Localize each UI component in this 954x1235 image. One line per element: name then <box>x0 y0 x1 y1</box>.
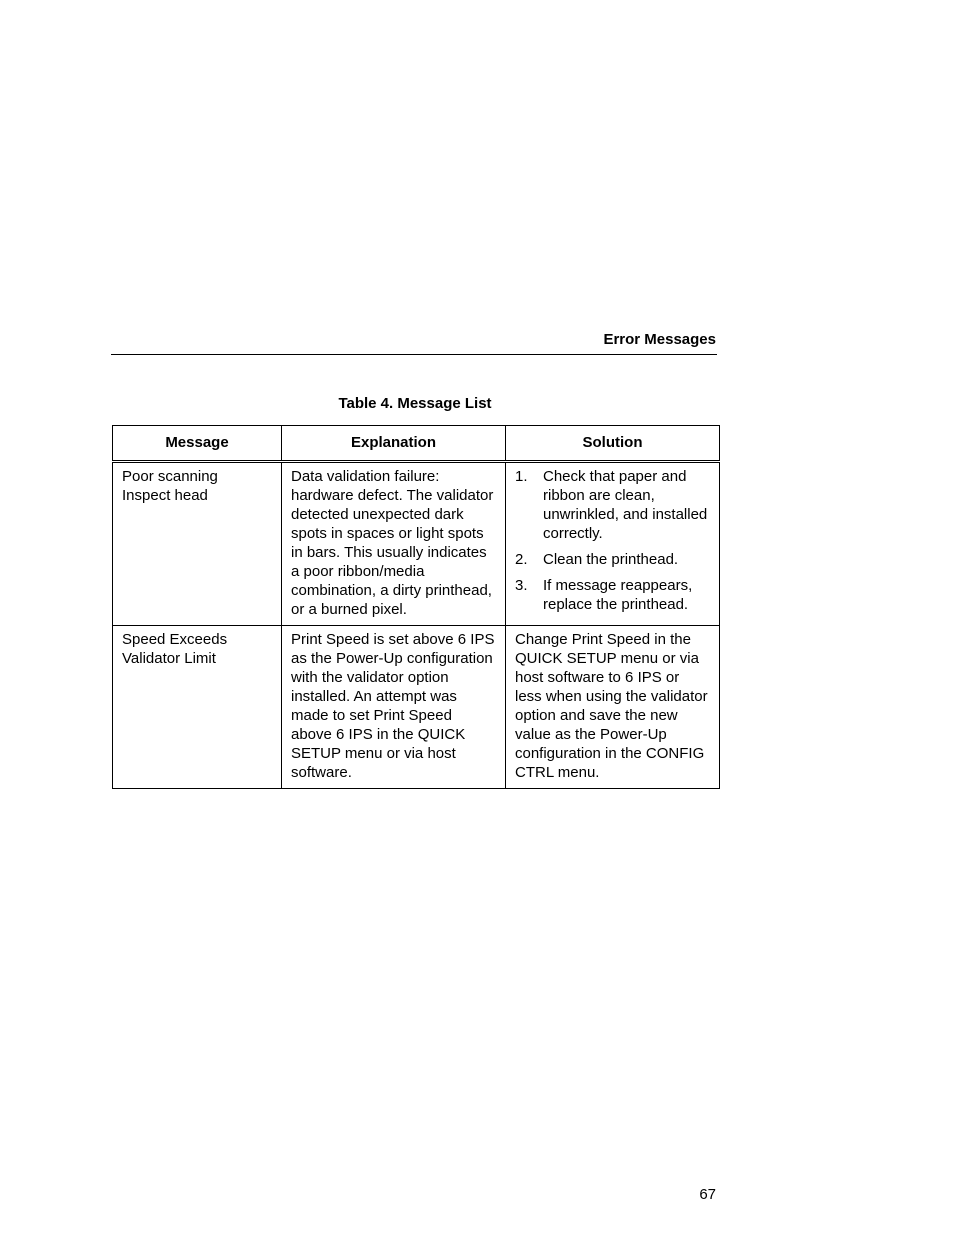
step-number: 2. <box>515 551 528 568</box>
solution-step <box>515 550 710 569</box>
message-list-table <box>112 425 720 789</box>
page-number: 67 <box>699 1186 716 1203</box>
step-text: Check that paper and ribbon are clean, unwrinkled, and installed correctly. <box>543 468 708 542</box>
column-header-message: Message <box>113 426 282 462</box>
step-text: Clean the printhead. <box>543 551 679 568</box>
solution-step <box>515 467 710 543</box>
table-header-row <box>113 426 720 462</box>
message-cell <box>113 626 282 789</box>
step-number: 1. <box>515 468 528 485</box>
running-header-title: Error Messages <box>603 331 716 348</box>
table-row <box>113 462 720 626</box>
column-header-explanation: Explanation <box>282 426 506 462</box>
step-number: 3. <box>515 577 528 594</box>
message-line: Validator Limit <box>122 650 216 667</box>
header-rule <box>111 354 717 355</box>
explanation-cell: Data validation failure: hardware defect. The validator detected unexpected dark spots in spaces or light spots in bars. This usually indicates a poor ribbon/media combination, a dirty printhead, or a burned pixel. <box>282 462 506 626</box>
explanation-cell: Print Speed is set above 6 IPS as the Power-Up configuration with the validator option installed. An attempt was made to set Print Speed above 6 IPS in the QUICK SETUP menu or via host software. <box>282 626 506 789</box>
solution-cell <box>506 462 720 626</box>
table-row <box>113 626 720 789</box>
column-header-solution: Solution <box>506 426 720 462</box>
message-cell <box>113 462 282 626</box>
solution-steps-list <box>515 467 710 614</box>
step-text: If message reappears, replace the printhead. <box>543 577 693 613</box>
solution-step <box>515 576 710 614</box>
solution-cell: Change Print Speed in the QUICK SETUP menu or via host software to 6 IPS or less when using the validator option and save the new value as the Power-Up configuration in the CONFIG CTRL menu. <box>506 626 720 789</box>
message-line: Poor scanning <box>122 468 218 485</box>
message-line: Inspect head <box>122 487 208 504</box>
table-caption: Table 4. Message List <box>338 395 492 412</box>
message-line: Speed Exceeds <box>122 631 228 648</box>
